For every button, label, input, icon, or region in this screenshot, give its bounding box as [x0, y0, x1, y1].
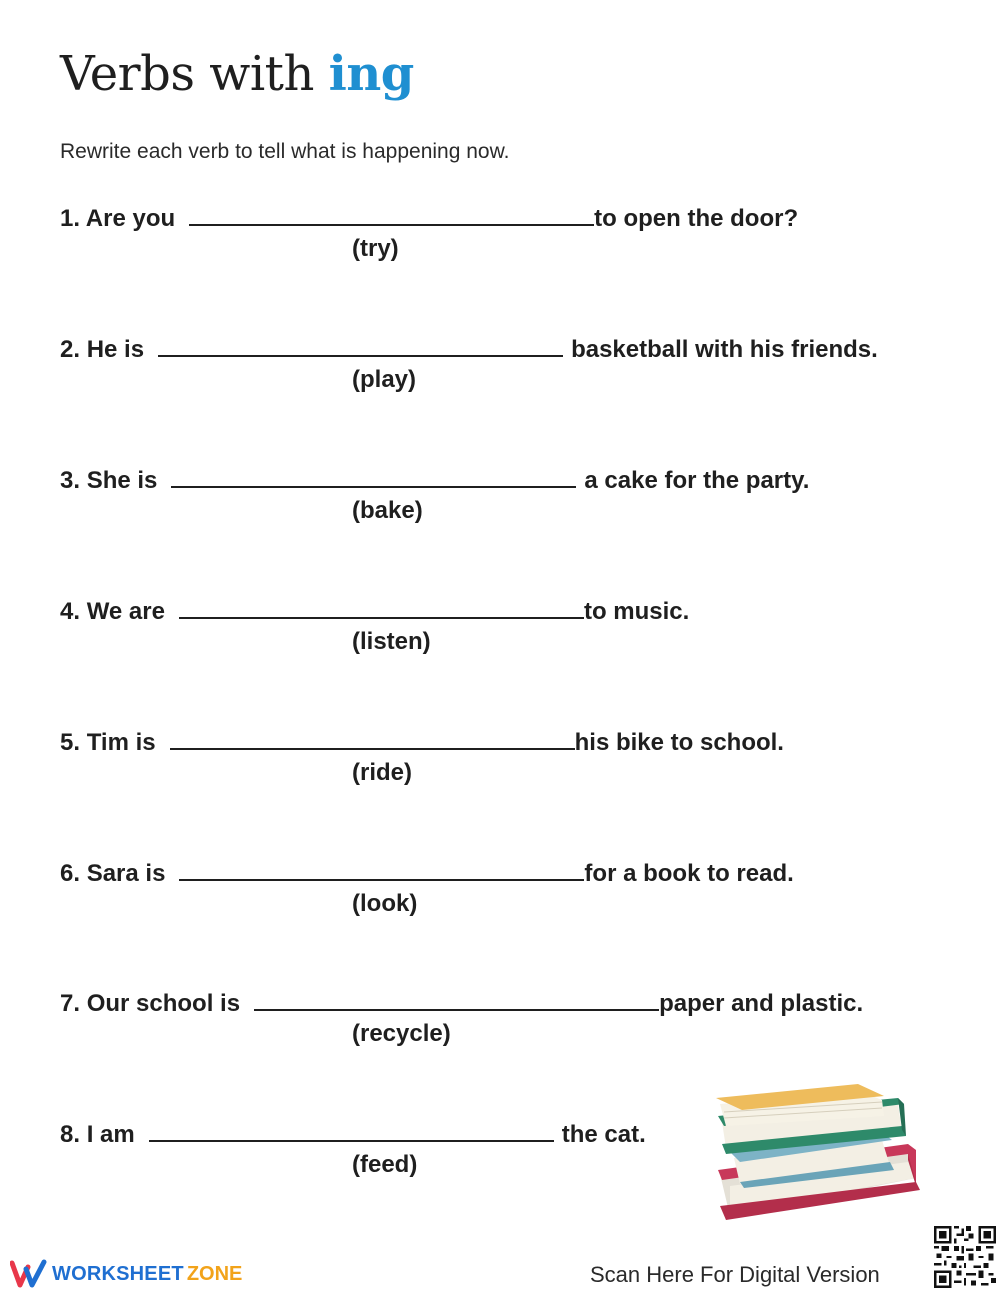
- question-text-before: Are you: [85, 205, 176, 232]
- answer-blank[interactable]: [170, 724, 575, 750]
- answer-blank[interactable]: [254, 985, 659, 1011]
- question-text-before: He is: [86, 336, 145, 363]
- worksheetzone-logo[interactable]: [10, 1258, 242, 1290]
- question-text-before: Tim is: [86, 729, 156, 756]
- question-text-before: Our school is: [86, 990, 241, 1017]
- question-text-after: to open the door?: [594, 205, 799, 232]
- question-7: [60, 985, 960, 1049]
- title-main: Verbs with: [60, 46, 314, 102]
- answer-blank[interactable]: [158, 331, 563, 357]
- answer-blank[interactable]: [179, 855, 584, 881]
- question-number: 1.: [60, 205, 81, 232]
- answer-blank[interactable]: [171, 462, 576, 488]
- answer-blank[interactable]: [149, 1116, 554, 1142]
- question-text-after: paper and plastic.: [659, 990, 864, 1017]
- question-6: [60, 855, 960, 919]
- question-text-after: his bike to school.: [574, 729, 784, 756]
- question-text-after: basketball with his friends.: [571, 336, 878, 363]
- question-number: 5.: [60, 729, 81, 756]
- verb-hint: (ride): [352, 759, 412, 786]
- question-3: [60, 462, 960, 526]
- question-5: [60, 724, 960, 788]
- question-number: 7.: [60, 990, 81, 1017]
- question-2: [60, 331, 960, 395]
- verb-hint: (recycle): [352, 1020, 451, 1047]
- question-4: [60, 593, 960, 657]
- verb-hint: (look): [352, 890, 418, 917]
- instructions: Rewrite each verb to tell what is happening now.: [60, 140, 510, 163]
- question-text-after: to music.: [583, 598, 690, 625]
- page-title: [60, 46, 414, 102]
- worksheetzone-w-icon: [10, 1259, 48, 1289]
- answer-blank[interactable]: [179, 593, 584, 619]
- question-number: 3.: [60, 467, 81, 494]
- question-text-before: We are: [86, 598, 165, 625]
- question-text-after: a cake for the party.: [584, 467, 810, 494]
- question-number: 4.: [60, 598, 81, 625]
- verb-hint: (bake): [352, 497, 423, 524]
- verb-hint: (try): [352, 235, 399, 262]
- verb-hint: (listen): [352, 628, 431, 655]
- logo-text-zone: ZONE: [186, 1262, 243, 1285]
- question-text-before: I am: [86, 1121, 135, 1148]
- question-1: [60, 200, 960, 264]
- book-stack-illustration: [712, 1082, 922, 1222]
- question-number: 8.: [60, 1121, 81, 1148]
- verb-hint: (play): [352, 366, 417, 393]
- question-text-before: Sara is: [86, 860, 166, 887]
- title-accent: ing: [328, 46, 414, 102]
- question-number: 6.: [60, 860, 81, 887]
- logo-text-worksheet: WORKSHEET: [52, 1262, 184, 1285]
- scan-instruction: Scan Here For Digital Version: [590, 1262, 880, 1287]
- answer-blank[interactable]: [189, 200, 594, 226]
- question-number: 2.: [60, 336, 81, 363]
- question-text-after: the cat.: [561, 1121, 646, 1148]
- question-text-before: She is: [86, 467, 158, 494]
- question-text-after: for a book to read.: [584, 860, 794, 887]
- verb-hint: (feed): [352, 1151, 418, 1178]
- qr-code-icon[interactable]: [934, 1226, 996, 1288]
